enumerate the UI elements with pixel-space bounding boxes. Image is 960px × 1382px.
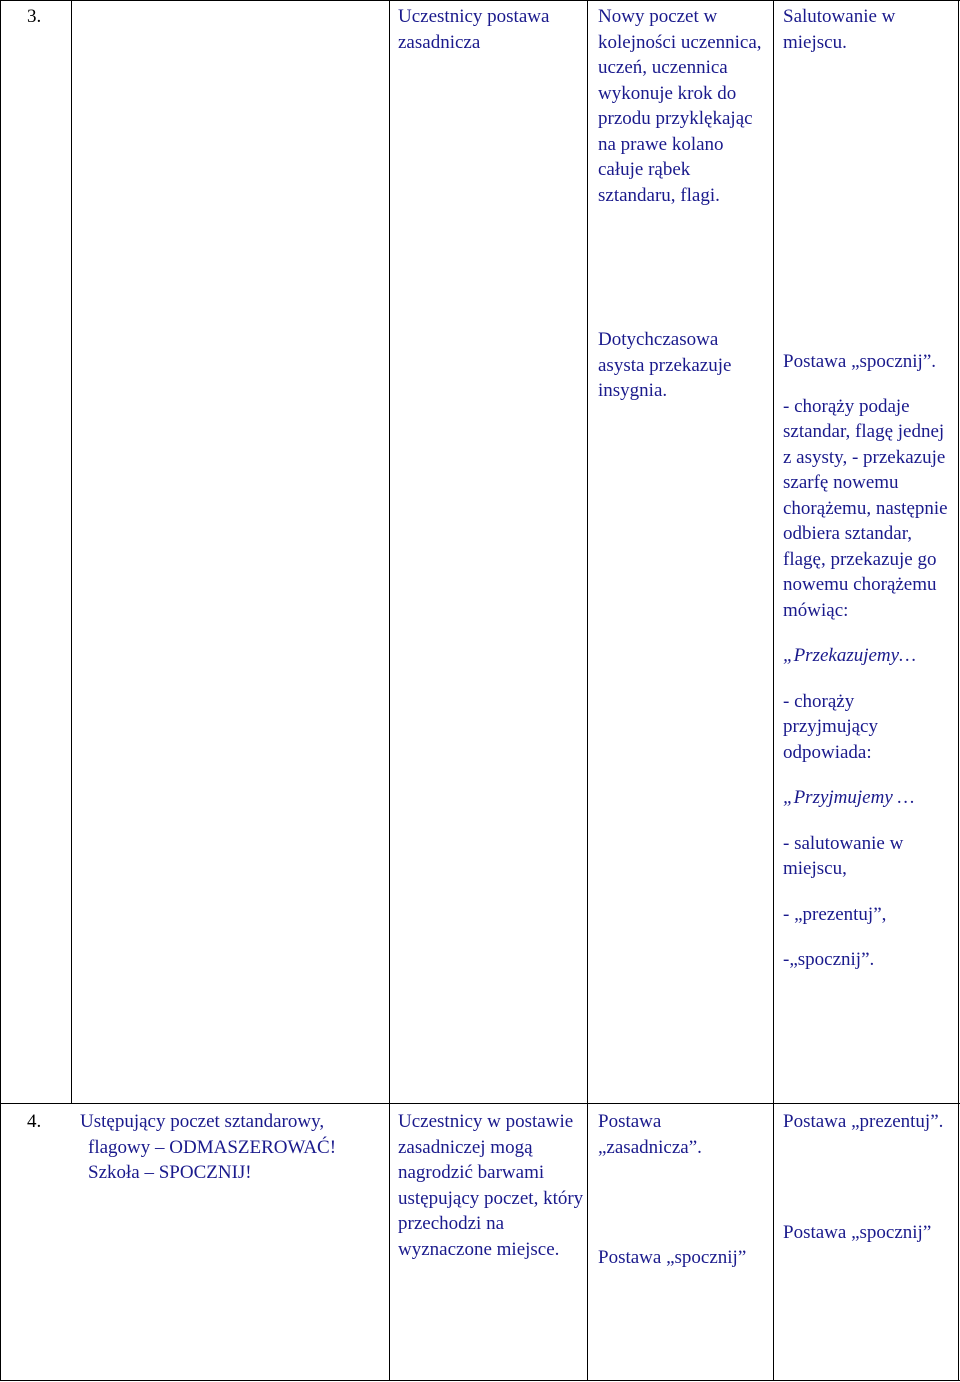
column-divider [389, 0, 390, 1381]
quote-passing-text: „Przekazujemy… [783, 645, 916, 666]
procedure-text: -„spocznij”. [783, 949, 875, 970]
quote-receiving-text: „Przyjmujemy … [783, 787, 915, 808]
new-guard-handover-cell [598, 327, 766, 404]
table-top-border [0, 0, 960, 1]
old-guard-procedure-cell [783, 349, 953, 973]
column-divider [71, 0, 72, 1104]
command-cell [80, 1109, 386, 1186]
participants-cell [398, 1109, 584, 1262]
participants-text: Uczestnicy w postawie zasadniczej mogą nagrodzić barwami ustępujący poczet, który przechodzi na wyznaczone miejsce. [398, 1111, 584, 1260]
posture-cell [598, 1109, 768, 1271]
procedure-text: - chorąży przyjmujący odpowiada: [783, 690, 878, 763]
column-divider [773, 0, 774, 1381]
row-number [27, 1109, 41, 1135]
posture-text: Postawa „spocznij”. [783, 351, 937, 372]
procedure-text: - „prezentuj”, [783, 903, 887, 925]
new-guard-cell [598, 4, 766, 208]
row-divider [0, 1103, 960, 1104]
posture-text: Postawa „spocznij” [598, 1247, 747, 1268]
column-divider [958, 0, 959, 1381]
posture-text: Postawa „zasadnicza”. [598, 1111, 702, 1158]
row-number-text: 3. [27, 6, 42, 27]
table-bottom-border [0, 1380, 960, 1381]
participants-text: Uczestnicy postawa zasadnicza [398, 6, 550, 53]
participants-cell [398, 4, 584, 55]
salute-text: Salutowanie w miejscu. [783, 6, 896, 53]
posture-text: Postawa „prezentuj”. [783, 1111, 944, 1132]
row-number [27, 4, 41, 30]
new-guard-text: Nowy poczet w kolejności uczennica, uczeń, uczennica wykonuje krok do przodu przyklękając na prawe kolano całuje rąbek sztandaru, flagi. [598, 6, 762, 206]
posture-cell [783, 1109, 955, 1245]
column-divider [0, 0, 1, 1381]
procedure-text: - salutowanie w miejscu, [783, 832, 904, 879]
column-divider [587, 0, 588, 1381]
procedure-text: - chorąży podaje sztandar, flagę jednej z asysty, - przekazuje szarfę nowemu chorążemu, następnie odbiera sztandar, flagę, przekazuje go nowemu chorążemu mówiąc: [783, 395, 948, 621]
command-text: Ustępujący poczet sztandarowy, flagowy – ODMASZEROWAĆ! Szkoła – SPOCZNIJ! [80, 1111, 337, 1183]
posture-text: Postawa „spocznij” [783, 1221, 932, 1243]
old-guard-cell [783, 4, 955, 55]
row-number-text: 4. [27, 1111, 42, 1132]
handover-text: Dotychczasowa asysta przekazuje insygnia. [598, 329, 732, 401]
